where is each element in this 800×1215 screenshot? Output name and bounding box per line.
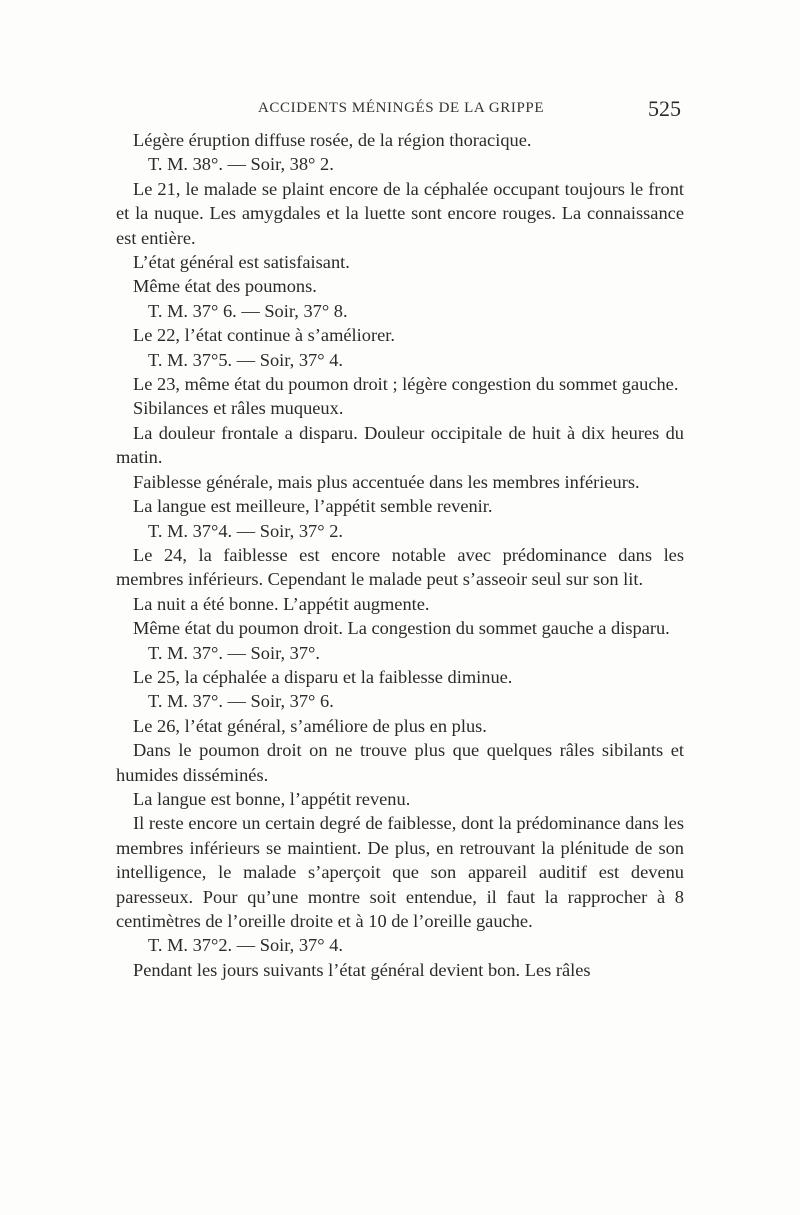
temperature-line: T. M. 37° 6. — Soir, 37° 8.: [148, 300, 348, 321]
paragraph: La langue est meilleure, l’appétit semble revenir.: [133, 496, 493, 517]
page-number: 525: [648, 96, 681, 121]
paragraph: Le 21, le malade se plaint encore de la céphalée occupant toujours le front et la nuque. Les amygdales et la luette sont encore rouges. La connaissance est entière.: [116, 178, 684, 248]
paragraph: Il reste encore un certain degré de faiblesse, dont la prédominance dans les membres inférieurs se maintient. De plus, en retrouvant la plénitude de son intelligence, le malade s’aperçoit que son appareil auditif est devenu paresseux. Pour qu’une montre soit entendue, il faut la rapprocher à 8 centimètres de l’oreille droite et à 10 de l’oreille gauche.: [116, 813, 684, 931]
paragraph: L’état général est satisfaisant.: [133, 252, 350, 273]
temperature-line: T. M. 38°. — Soir, 38° 2.: [148, 154, 334, 175]
paragraph: Le 26, l’état général, s’améliore de plus en plus.: [133, 715, 487, 736]
paragraph: Sibilances et râles muqueux.: [133, 398, 344, 419]
body-text: [116, 128, 684, 982]
running-title: ACCIDENTS MÉNINGÉS DE LA GRIPPE: [258, 100, 545, 116]
page-header: [0, 96, 800, 126]
temperature-line: T. M. 37°2. — Soir, 37° 4.: [148, 935, 343, 956]
paragraph: Légère éruption diffuse rosée, de la région thoracique.: [133, 130, 532, 150]
paragraph: La nuit a été bonne. L’appétit augmente.: [133, 593, 430, 614]
paragraph: La langue est bonne, l’appétit revenu.: [133, 788, 411, 809]
paragraph: Pendant les jours suivants l’état général devient bon. Les râles: [133, 959, 591, 980]
paragraph: Faiblesse générale, mais plus accentuée dans les membres inférieurs.: [133, 471, 640, 492]
paragraph: Le 22, l’état continue à s’améliorer.: [133, 325, 395, 346]
paragraph: Même état des poumons.: [133, 276, 317, 297]
paragraph: Dans le poumon droit on ne trouve plus que quelques râles sibilants et humides disséminés.: [116, 740, 684, 785]
temperature-line: T. M. 37°. — Soir, 37° 6.: [148, 691, 334, 712]
temperature-line: T. M. 37°4. — Soir, 37° 2.: [148, 520, 343, 541]
paragraph: Le 23, même état du poumon droit ; légère congestion du sommet gauche.: [133, 374, 679, 395]
paragraph: La douleur frontale a disparu. Douleur occipitale de huit à dix heures du matin.: [116, 422, 684, 468]
paragraph: Le 25, la céphalée a disparu et la faiblesse diminue.: [133, 666, 513, 687]
temperature-line: T. M. 37°5. — Soir, 37° 4.: [148, 349, 343, 370]
temperature-line: T. M. 37°. — Soir, 37°.: [148, 642, 320, 663]
paragraph: Le 24, la faiblesse est encore notable avec prédominance dans les membres inférieurs. Cependant le malade peut s’asseoir seul sur son lit.: [116, 544, 684, 590]
paragraph: Même état du poumon droit. La congestion du sommet gauche a disparu.: [133, 618, 670, 639]
